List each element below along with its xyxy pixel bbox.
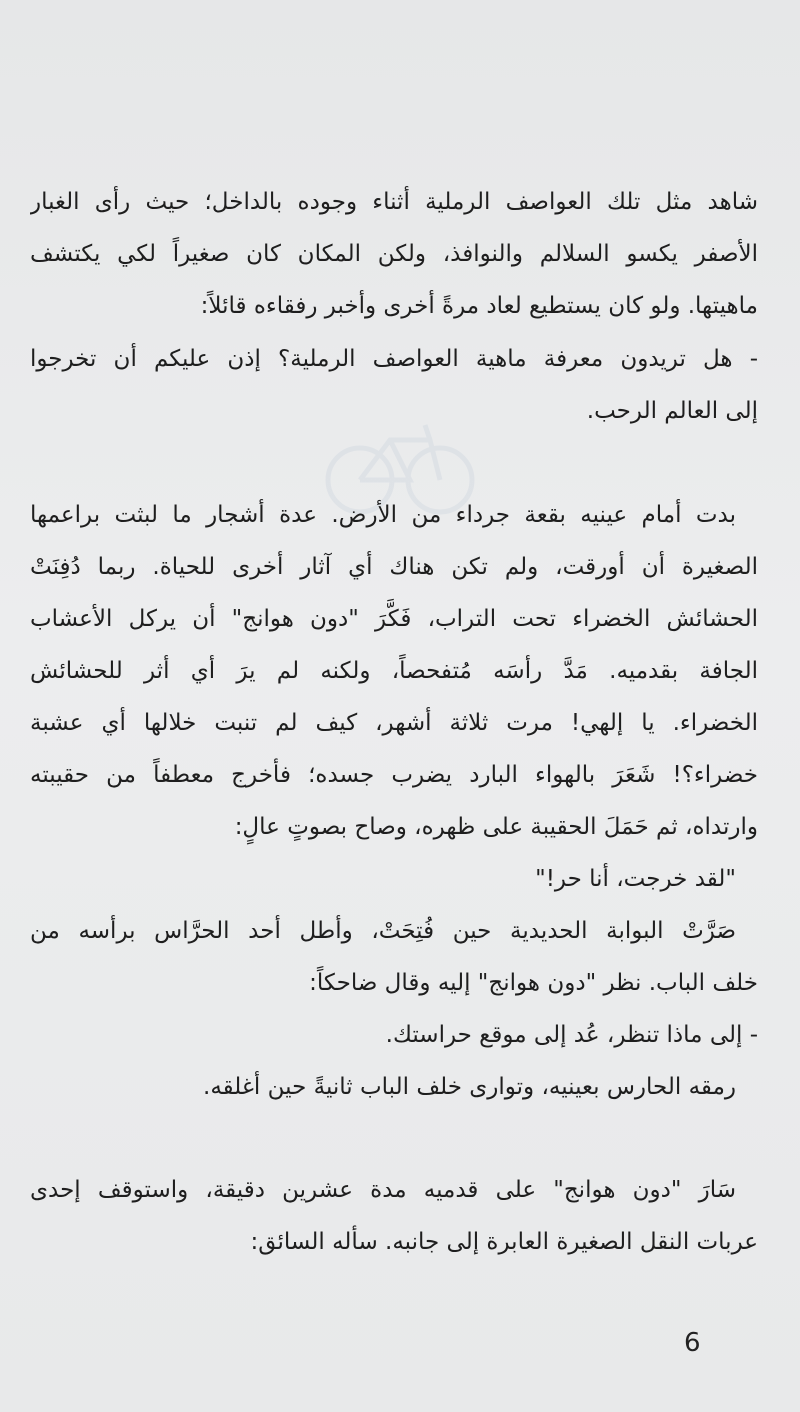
paragraph-3: [30, 489, 758, 853]
text-line: - إلى ماذا تنظر، عُد إلى موقع حراستك.: [385, 1022, 758, 1048]
text-line: الحشائش الخضراء تحت التراب، فَكَّرَ "دون هوانج" أن يركل الأعشاب: [30, 606, 758, 632]
text-line: ماهيتها. ولو كان يستطيع لعاد مرةً أخرى وأخبر رفقاءه قائلاً:: [200, 293, 758, 319]
text-line: وارتداه، ثم حَمَلَ الحقيبة على ظهره، وصاح بصوتٍ عالٍ:: [234, 814, 758, 840]
paragraph-2: [30, 333, 758, 437]
paragraph-8: [30, 1164, 758, 1268]
text-line: الصغيرة أن أورقت، ولم تكن هناك أي آثار أخرى للحياة. ربما دُفِنَتْ: [30, 554, 758, 580]
text-line: صَرَّتْ البوابة الحديدية حين فُتِحَتْ، وأطل أحد الحرَّاس برأسه من: [30, 918, 736, 944]
text-line: عربات النقل الصغيرة العابرة إلى جانبه. سأله السائق:: [250, 1229, 758, 1255]
text-line: بدت أمام عينيه بقعة جرداء من الأرض. عدة أشجار ما لبثت براعمها: [30, 502, 736, 528]
text-line: شاهد مثل تلك العواصف الرملية أثناء وجوده بالداخل؛ حيث رأى الغبار: [30, 189, 758, 215]
text-line: "لقد خرجت، أنا حر!": [535, 866, 736, 892]
text-line: سَارَ "دون هوانج" على قدميه مدة عشرين دقيقة، واستوقف إحدى: [30, 1177, 736, 1203]
text-line: رمقه الحارس بعينيه، وتوارى خلف الباب ثانيةً حين أغلقه.: [203, 1074, 736, 1100]
text-line: خلف الباب. نظر "دون هوانج" إليه وقال ضاحكاً:: [309, 970, 758, 996]
paragraph-5: [30, 905, 758, 1009]
paragraph-1: [30, 176, 758, 332]
paragraph-7: [30, 1061, 758, 1113]
paragraph-4: [30, 853, 758, 905]
paragraph-6: [30, 1009, 758, 1061]
text-line: الجافة بقدميه. مَدَّ رأسَه مُتفحصاً، ولكنه لم يرَ أي أثر للحشائش: [30, 658, 758, 684]
text-line: الأصفر يكسو السلالم والنوافذ، ولكن المكان كان صغيراً لكي يكتشف: [30, 241, 758, 267]
page-number: 6: [684, 1328, 701, 1358]
text-line: خضراء؟! شَعَرَ بالهواء البارد يضرب جسده؛ فأخرج معطفاً من حقيبته: [30, 762, 758, 788]
text-line: - هل تريدون معرفة ماهية العواصف الرملية؟ إذن عليكم أن تخرجوا: [30, 346, 758, 372]
text-line: الخضراء. يا إلهي! مرت ثلاثة أشهر، كيف لم تنبت خلالها أي عشبة: [30, 710, 758, 736]
text-line: إلى العالم الرحب.: [586, 398, 758, 424]
